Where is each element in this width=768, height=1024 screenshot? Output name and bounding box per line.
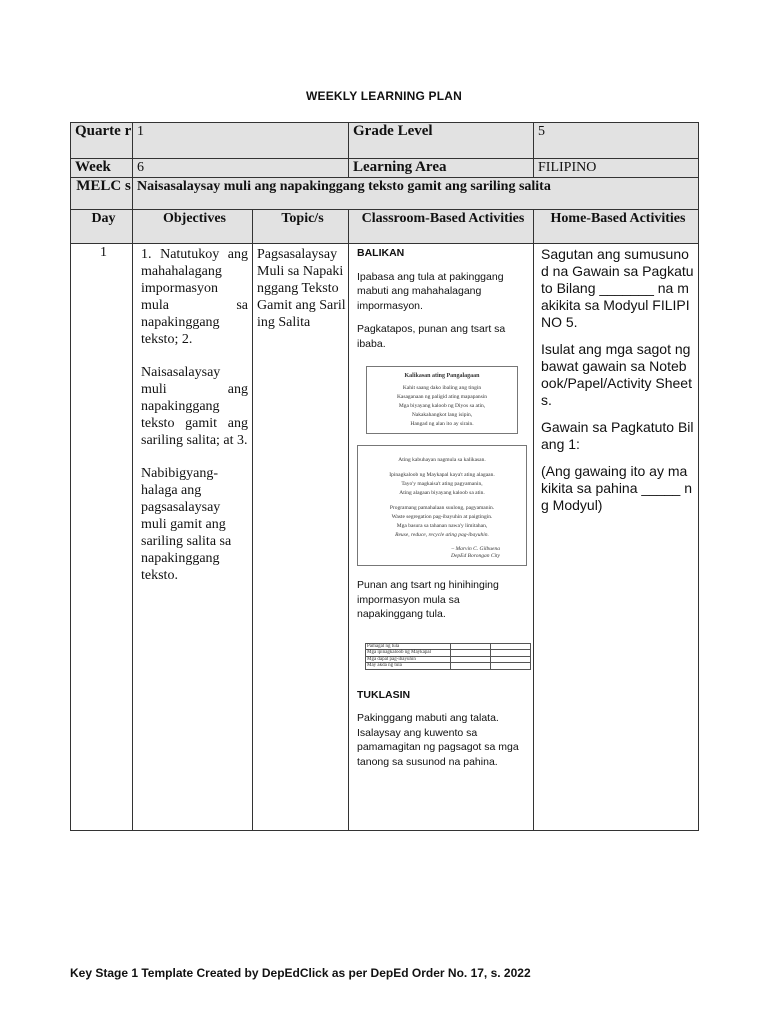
poem-line: Tayo'y magkaisa't ating pagyamanin, xyxy=(401,481,483,487)
header-row xyxy=(71,210,699,244)
chart-blank-cell xyxy=(451,663,491,670)
header-topics: Topic/s xyxy=(253,210,349,244)
chart-row-label: May akda ng tula xyxy=(366,663,451,670)
melcs-label: MELC s xyxy=(71,178,133,210)
learning-area-value: FILIPINO xyxy=(534,159,699,178)
poem-line: Ating alagaan biyayang kaloob sa atin. xyxy=(399,490,485,496)
poem-line: Kasaganaan ng paligid ating mapapansin xyxy=(396,394,488,400)
day-1-row xyxy=(71,244,699,831)
poem-line: Programang pamahalaan suulong, pagyamanin. xyxy=(389,505,495,511)
poem-line: Nakakahangkot lang isipin, xyxy=(411,412,473,418)
home-activity-4: (Ang gawaing ito ay makikita sa pahina _____ ng Modyul) xyxy=(541,463,692,513)
objective-3: Nabibigyang-halaga ang pagsasalaysay muli gamit ang sariling salita sa napakinggang teksto. xyxy=(141,466,232,583)
day-number: 1 xyxy=(71,244,133,831)
footer-note: Key Stage 1 Template Created by DepEdClick as per DepEd Order No. 17, s. 2022 xyxy=(70,966,531,980)
learning-area-label: Learning Area xyxy=(349,159,534,178)
poem-stanza-3 xyxy=(360,504,524,540)
melcs-value: Naisasalaysay muli ang napakinggang teksto gamit ang sariling salita xyxy=(133,178,699,210)
page-title: WEEKLY LEARNING PLAN xyxy=(305,89,462,103)
topic-cell: Pagsasalaysay Muli sa Napakinggang Teksto Gamit ang Sariling Salita xyxy=(253,244,349,831)
header-classroom-activities: Classroom-Based Activities xyxy=(349,210,534,244)
balikan-heading: BALIKAN xyxy=(357,247,405,259)
learning-plan-table xyxy=(70,122,699,831)
quarter-row xyxy=(71,123,699,159)
chart-row-label: Mga ipinagkaloob ng Maykapal xyxy=(366,650,451,657)
grade-level-value: 5 xyxy=(534,123,699,159)
information-chart xyxy=(365,643,531,670)
objective-2: Naisasalaysay muli ang napakinggang teksto gamit ang sariling salita; at 3. xyxy=(141,365,248,448)
quarter-label: Quarte r xyxy=(71,123,133,159)
poem-line: Ating kabuhayan nagmula sa kalikasan. xyxy=(398,457,486,463)
balikan-instruction: Ipabasa ang tula at pakinggang mabuti ang mahahalagang impormasyon. xyxy=(357,270,504,312)
poem-line: Hangad ng alan ito ay sirain. xyxy=(410,421,474,427)
week-value: 6 xyxy=(133,159,349,178)
punan-instruction: Punan ang tsart ng hinihinging impormasyon mula sa napakinggang tula. xyxy=(357,579,499,620)
melcs-row xyxy=(71,178,699,210)
home-activity-2: Isulat ang mga sagot ng bawat gawain sa Notebook/Papel/Activity Sheets. xyxy=(541,341,692,408)
objectives-cell xyxy=(133,244,253,831)
chart-blank-cell xyxy=(491,663,531,670)
poem-line: Mga biyayang kaloob ng Diyos sa atin, xyxy=(398,403,486,409)
header-objectives: Objectives xyxy=(133,210,253,244)
poem-line: Ipinagkaloob ng Maykapal kaya't ating alagaan. xyxy=(389,472,495,478)
home-activity-1: Sagutan ang sumusunod na Gawain sa Pagkatuto Bilang _______ na makikita sa Modyul FILIPINO 5. xyxy=(541,246,694,330)
chart-row xyxy=(366,663,531,670)
objective-1: 1. Natutukoy ang mahahalagang impormasyon mula sa napakinggang teksto; 2. xyxy=(141,247,248,347)
poem-author-org: DepEd Borongan City xyxy=(451,552,500,559)
home-activities-cell xyxy=(534,244,699,831)
header-home-activities: Home-Based Activities xyxy=(534,210,699,244)
classroom-activities-cell xyxy=(349,244,534,831)
tuklasin-instruction: Pakinggang mabuti ang talata. Isalaysay ang kuwento sa pamamagitan ng pagsagot sa mga tanong sa susunod na pahina. xyxy=(357,712,519,768)
balikan-chart-instruction: Pagkatapos, punan ang tsart sa ibaba. xyxy=(357,323,506,350)
chart-row-label: Pamagat ng tula xyxy=(366,643,451,650)
poem-line: Reuse, reduce, recycle ating pag-ibayuhin. xyxy=(395,532,489,538)
poem-box-2 xyxy=(357,445,527,566)
week-label: Week xyxy=(71,159,133,178)
poem-stanza-2 xyxy=(360,456,524,498)
poem-line: Waste segregation pag-ibayuhin at paigtingin. xyxy=(391,514,493,520)
home-activity-3: Gawain sa Pagkatuto Bilang 1: xyxy=(541,419,694,452)
poem-line: Kahit saang dako ibaling ang tingin xyxy=(402,385,482,391)
week-row xyxy=(71,159,699,178)
chart-row-label: Mga dapat pag-ibayuhin xyxy=(366,656,451,663)
poem-title: Kalikasan ating Pangalagaan xyxy=(404,373,480,379)
quarter-value: 1 xyxy=(133,123,349,159)
grade-level-label: Grade Level xyxy=(349,123,534,159)
tuklasin-heading: TUKLASIN xyxy=(357,688,411,701)
poem-line: Mga basura sa tahanan nawa'y limitahan, xyxy=(396,523,488,529)
poem-author: – Marvin C. Gilbuena xyxy=(451,546,500,552)
header-day: Day xyxy=(71,210,133,244)
poem-box-1 xyxy=(366,366,518,434)
